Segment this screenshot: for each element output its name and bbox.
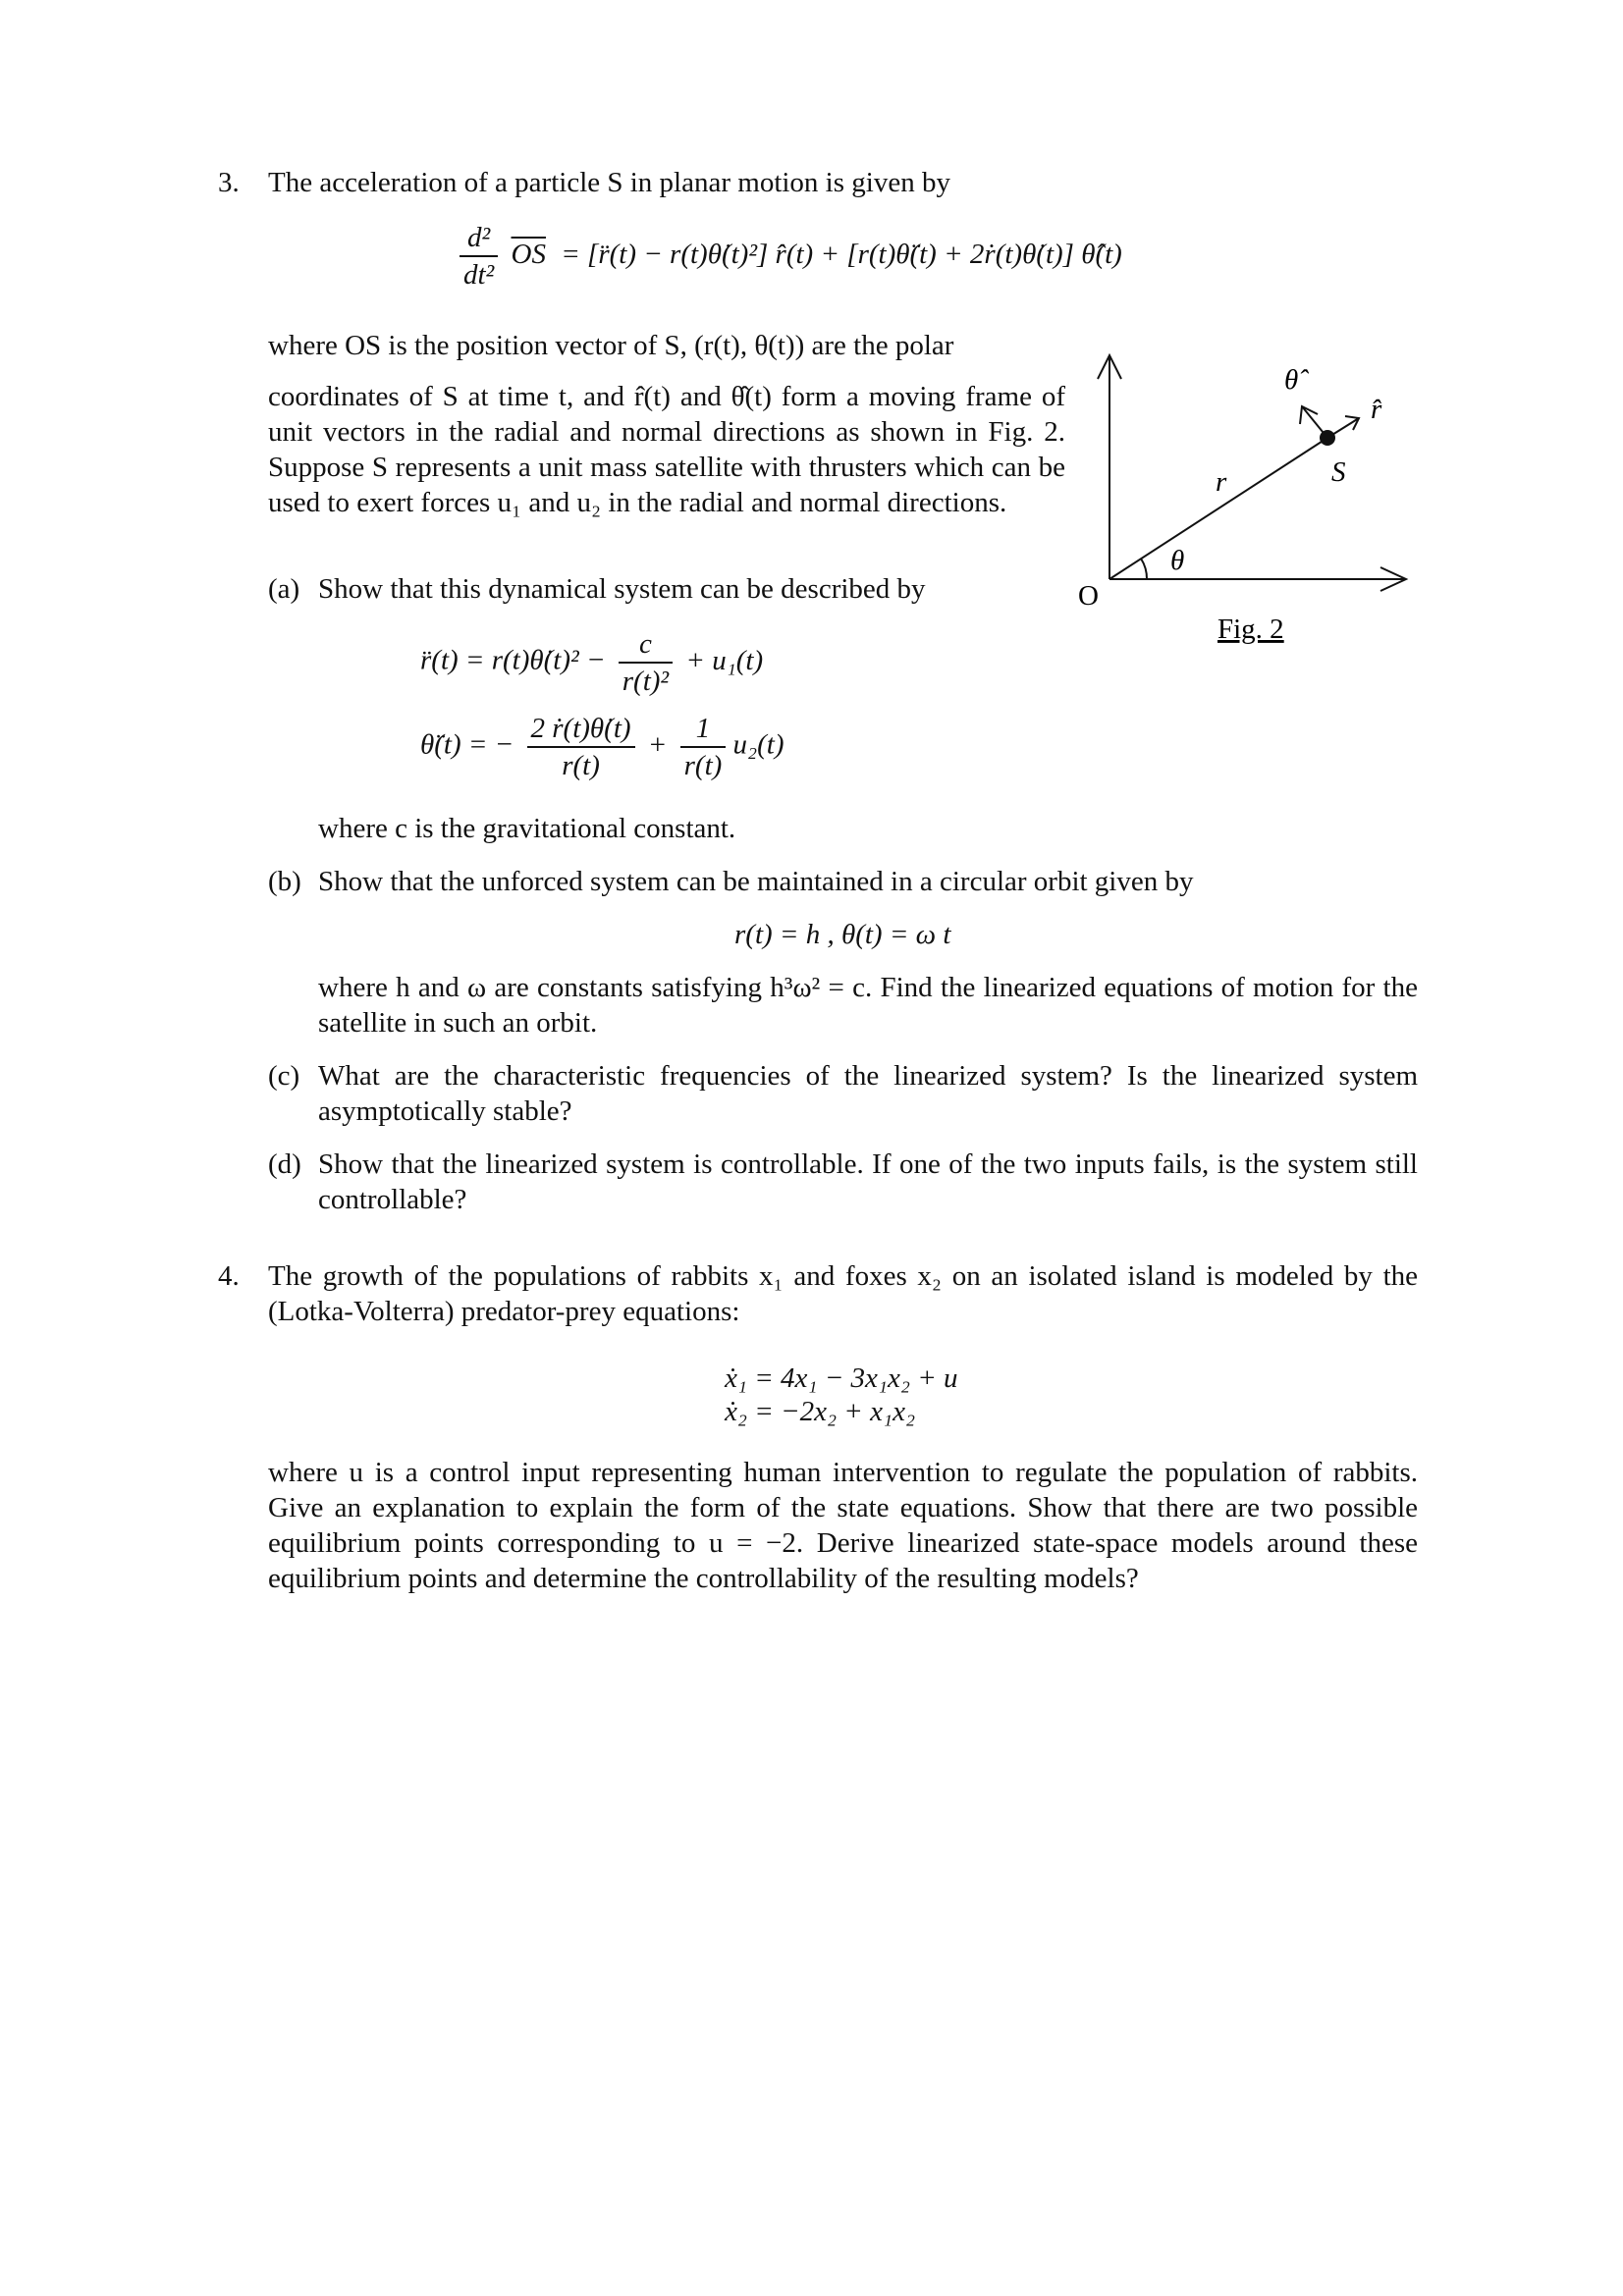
q4-equation-2: ẋ₂ = −2x₂ + x₁x₂ bbox=[725, 1396, 916, 1427]
q3a-equation-1 bbox=[420, 628, 763, 697]
q3a-eq1-lhs: r̈(t) = r(t)θ̇(t)² − bbox=[420, 644, 606, 676]
angle-label: θ bbox=[1170, 545, 1185, 576]
q3a-equation-2 bbox=[420, 713, 784, 781]
q3b-text: Show that the unforced system can be maintained in a circular orbit given by bbox=[318, 866, 1194, 897]
q3a-eq2-tail: u₂(t) bbox=[732, 728, 784, 761]
figure-caption: Fig. 2 bbox=[1217, 614, 1284, 645]
q3b-orbit-equation: r(t) = h , θ(t) = ω t bbox=[734, 919, 951, 950]
q3a-where: where c is the gravitational constant. bbox=[318, 813, 736, 844]
eq-rhs: = [r̈(t) − r(t)θ̇(t)²] r̂(t) + [r(t)θ̈(t) + 2ṙ(t)θ̇(t)] θ̂(t) bbox=[561, 238, 1122, 270]
q3a-eq2-num-2: 1 bbox=[680, 713, 727, 748]
theta-hat-label: θ̂ bbox=[1284, 364, 1299, 396]
q3a-eq2-lhs: θ̈(t) = − bbox=[420, 728, 514, 761]
q3a-eq2-den-2: r(t) bbox=[683, 750, 723, 781]
q4-number: 4. bbox=[218, 1260, 240, 1292]
q3a-eq2-fraction-2 bbox=[680, 713, 727, 781]
q3-desc-paragraph: coordinates of S at time t, and r̂(t) and θ̂(t) form a moving frame of unit vectors in the radial and normal directions as shown in Fig. 2. Suppose S represents a unit mass satellite with thrusters which can be used to exert forces u₁ and u₂ in the radial and normal directions. bbox=[268, 381, 1065, 518]
q4-body: where u is a control input representing human intervention to regulate the population of rabbits. Give an explanation to explain the form of the state equations. Show that there are two possible equilibrium points corresponding to u = −2. Derive linearized state-space models around these equilibrium points and determine the controllability of the resulting models? bbox=[268, 1457, 1418, 1594]
q3b-label: (b) bbox=[268, 866, 301, 897]
eq-derivative-fraction bbox=[460, 222, 498, 291]
satellite-point bbox=[1320, 430, 1335, 446]
q3a-eq1-tail: + u₁(t) bbox=[685, 644, 764, 676]
radius-label: r bbox=[1216, 466, 1227, 498]
q3d-text: Show that the linearized system is controllable. If one of the two inputs fails, is the system still controllable? bbox=[318, 1148, 1418, 1215]
figure-2-diagram bbox=[1060, 334, 1424, 658]
q3d-label: (d) bbox=[268, 1148, 301, 1180]
q3-desc-line1: where OS is the position vector of S, (r(t), θ(t)) are the polar bbox=[268, 330, 954, 361]
q3a-label: (a) bbox=[268, 573, 300, 605]
q4-intro: The growth of the populations of rabbits x₁ and foxes x₂ on an isolated island is modeled by the (Lotka-Volterra) predator-prey equations: bbox=[268, 1260, 1418, 1327]
q3a-eq2-den: r(t) bbox=[562, 750, 600, 781]
eq-os-vector: $\overline{OS}$ bbox=[511, 238, 546, 270]
q3-intro: The acceleration of a particle S in planar motion is given by bbox=[268, 167, 950, 198]
q3-acceleration-equation bbox=[460, 222, 1122, 291]
eq-derivative-num: d² bbox=[460, 222, 498, 257]
q3b-where: where h and ω are constants satisfying h³ω² = c. Find the linearized equations of motion for the satellite in such an orbit. bbox=[318, 972, 1418, 1039]
eq-derivative-den: dt² bbox=[463, 259, 495, 291]
q3a-eq2-num: 2 ṙ(t)θ̇(t) bbox=[527, 713, 635, 748]
origin-label: O bbox=[1078, 580, 1099, 612]
r-hat-label: r̂ bbox=[1371, 394, 1382, 425]
q4-equation-1: ẋ₁ = 4x₁ − 3x₁x₂ + u bbox=[725, 1362, 958, 1394]
q3c-label: (c) bbox=[268, 1060, 300, 1092]
radius-line bbox=[1109, 438, 1327, 579]
angle-arc bbox=[1141, 559, 1147, 579]
point-s-label: S bbox=[1331, 456, 1346, 488]
q3a-eq2-fraction bbox=[527, 713, 635, 781]
q3c-text: What are the characteristic frequencies of the linearized system? Is the linearized system asymptotically stable? bbox=[318, 1060, 1418, 1127]
q3a-text: Show that this dynamical system can be described by bbox=[318, 573, 926, 605]
q3-number: 3. bbox=[218, 167, 240, 198]
q3a-eq2-plus: + bbox=[647, 728, 668, 761]
q3a-eq1-num: c bbox=[619, 628, 673, 664]
q3a-eq1-den: r(t)² bbox=[622, 666, 670, 697]
q3a-eq1-fraction bbox=[619, 628, 673, 697]
